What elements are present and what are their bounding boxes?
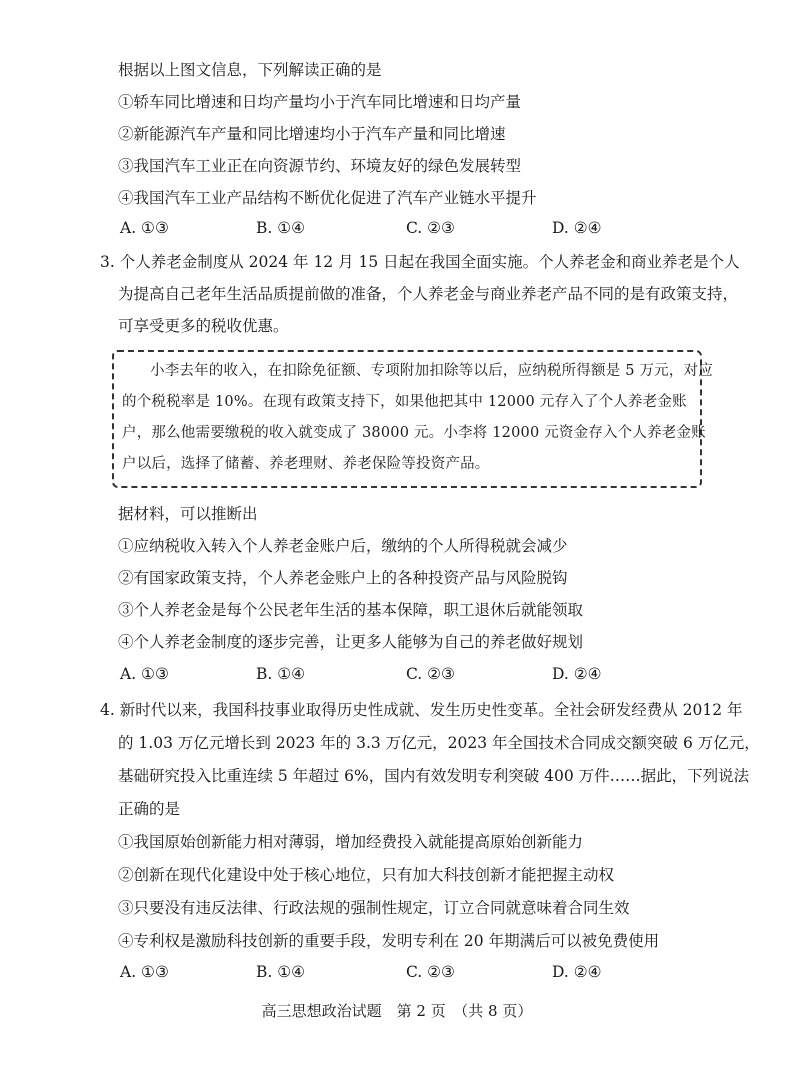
q3-stem-line-2: 为提高自己老年生活品质提前做的准备，个人养老金与商业养老产品不同的是有政策支持， xyxy=(118,285,739,303)
material-line-3: 户，那么他需要缴税的收入就变成了 38000 元。小李将 12000 元资金存入个人养老金账 xyxy=(122,425,706,441)
q3-question: 据材料，可以推断出 xyxy=(118,505,258,523)
q3-item-2: ②有国家政策支持，个人养老金账户上的各种投资产品与风险脱钩 xyxy=(118,569,568,587)
page-footer: 高三思想政治试题 第 2 页 （共 8 页） xyxy=(261,1002,533,1020)
q4-stem-line-2: 的 1.03 万亿元增长到 2023 年的 3.3 万亿元，2023 年全国技术合同成交额突破 6 万亿元， xyxy=(118,734,760,752)
material-line-1: 小李去年的收入，在扣除免征额、专项附加扣除等以后，应纳税所得额是 5 万元，对应 xyxy=(150,363,713,379)
q3-option-b: B. ①④ xyxy=(256,665,306,683)
q4-item-1: ①我国原始创新能力相对薄弱，增加经费投入就能提高原始创新能力 xyxy=(118,833,584,851)
q4-stem-line-3: 基础研究投入比重连续 5 年超过 6%，国内有效发明专利突破 400 万件……据此，下列说法 xyxy=(118,767,750,785)
material-line-4: 户以后，选择了储蓄、养老理财、养老保险等投资产品。 xyxy=(122,456,490,472)
q2-option-d: D. ②④ xyxy=(552,219,602,237)
q4-stem-line-4: 正确的是 xyxy=(118,800,181,818)
q2-stem: 根据以上图文信息，下列解读正确的是 xyxy=(118,61,382,79)
material-line-2: 的个税税率是 10%。在现有政策支持下，如果他把其中 12000 元存入了个人养老金账 xyxy=(122,394,687,410)
q3-option-a: A. ①③ xyxy=(120,665,169,683)
q2-item-2: ②新能源汽车产量和同比增速均小于汽车产量和同比增速 xyxy=(118,125,506,143)
q3-item-1: ①应纳税收入转入个人养老金账户后，缴纳的个人所得税就会减少 xyxy=(118,537,568,555)
q2-item-3: ③我国汽车工业正在向资源节约、环境友好的绿色发展转型 xyxy=(118,157,522,175)
q3-stem-line-3: 可享受更多的税收优惠。 xyxy=(118,317,289,335)
q2-item-1: ①轿车同比增速和日均产量均小于汽车同比增速和日均产量 xyxy=(118,93,522,111)
q4-option-a: A. ①③ xyxy=(120,963,169,981)
q3-item-4: ④个人养老金制度的逐步完善，让更多人能够为自己的养老做好规划 xyxy=(118,633,584,651)
q3-option-d: D. ②④ xyxy=(552,665,602,683)
q3-stem-line-1: 3. 个人养老金制度从 2024 年 12 月 15 日起在我国全面实施。个人养老金和商业养老是个人 xyxy=(100,253,740,271)
q4-item-3: ③只要没有违反法律、行政法规的强制性规定，订立合同就意味着合同生效 xyxy=(118,899,630,917)
q4-option-b: B. ①④ xyxy=(256,963,306,981)
q2-option-c: C. ②③ xyxy=(406,219,455,237)
q4-stem-line-1: 4. 新时代以来，我国科技事业取得历史性成就、发生历史性变革。全社会研发经费从 2012 年 xyxy=(100,701,743,719)
q3-item-3: ③个人养老金是每个公民老年生活的基本保障，职工退休后就能领取 xyxy=(118,601,584,619)
q3-option-c: C. ②③ xyxy=(406,665,455,683)
q4-item-2: ②创新在现代化建设中处于核心地位，只有加大科技创新才能把握主动权 xyxy=(118,866,615,884)
q4-option-d: D. ②④ xyxy=(552,963,602,981)
q4-option-c: C. ②③ xyxy=(406,963,455,981)
q2-option-b: B. ①④ xyxy=(256,219,306,237)
q2-item-4: ④我国汽车工业产品结构不断优化促进了汽车产业链水平提升 xyxy=(118,189,537,207)
q4-item-4: ④专利权是激励科技创新的重要手段，发明专利在 20 年期满后可以被免费使用 xyxy=(118,932,660,950)
q2-option-a: A. ①③ xyxy=(120,219,169,237)
